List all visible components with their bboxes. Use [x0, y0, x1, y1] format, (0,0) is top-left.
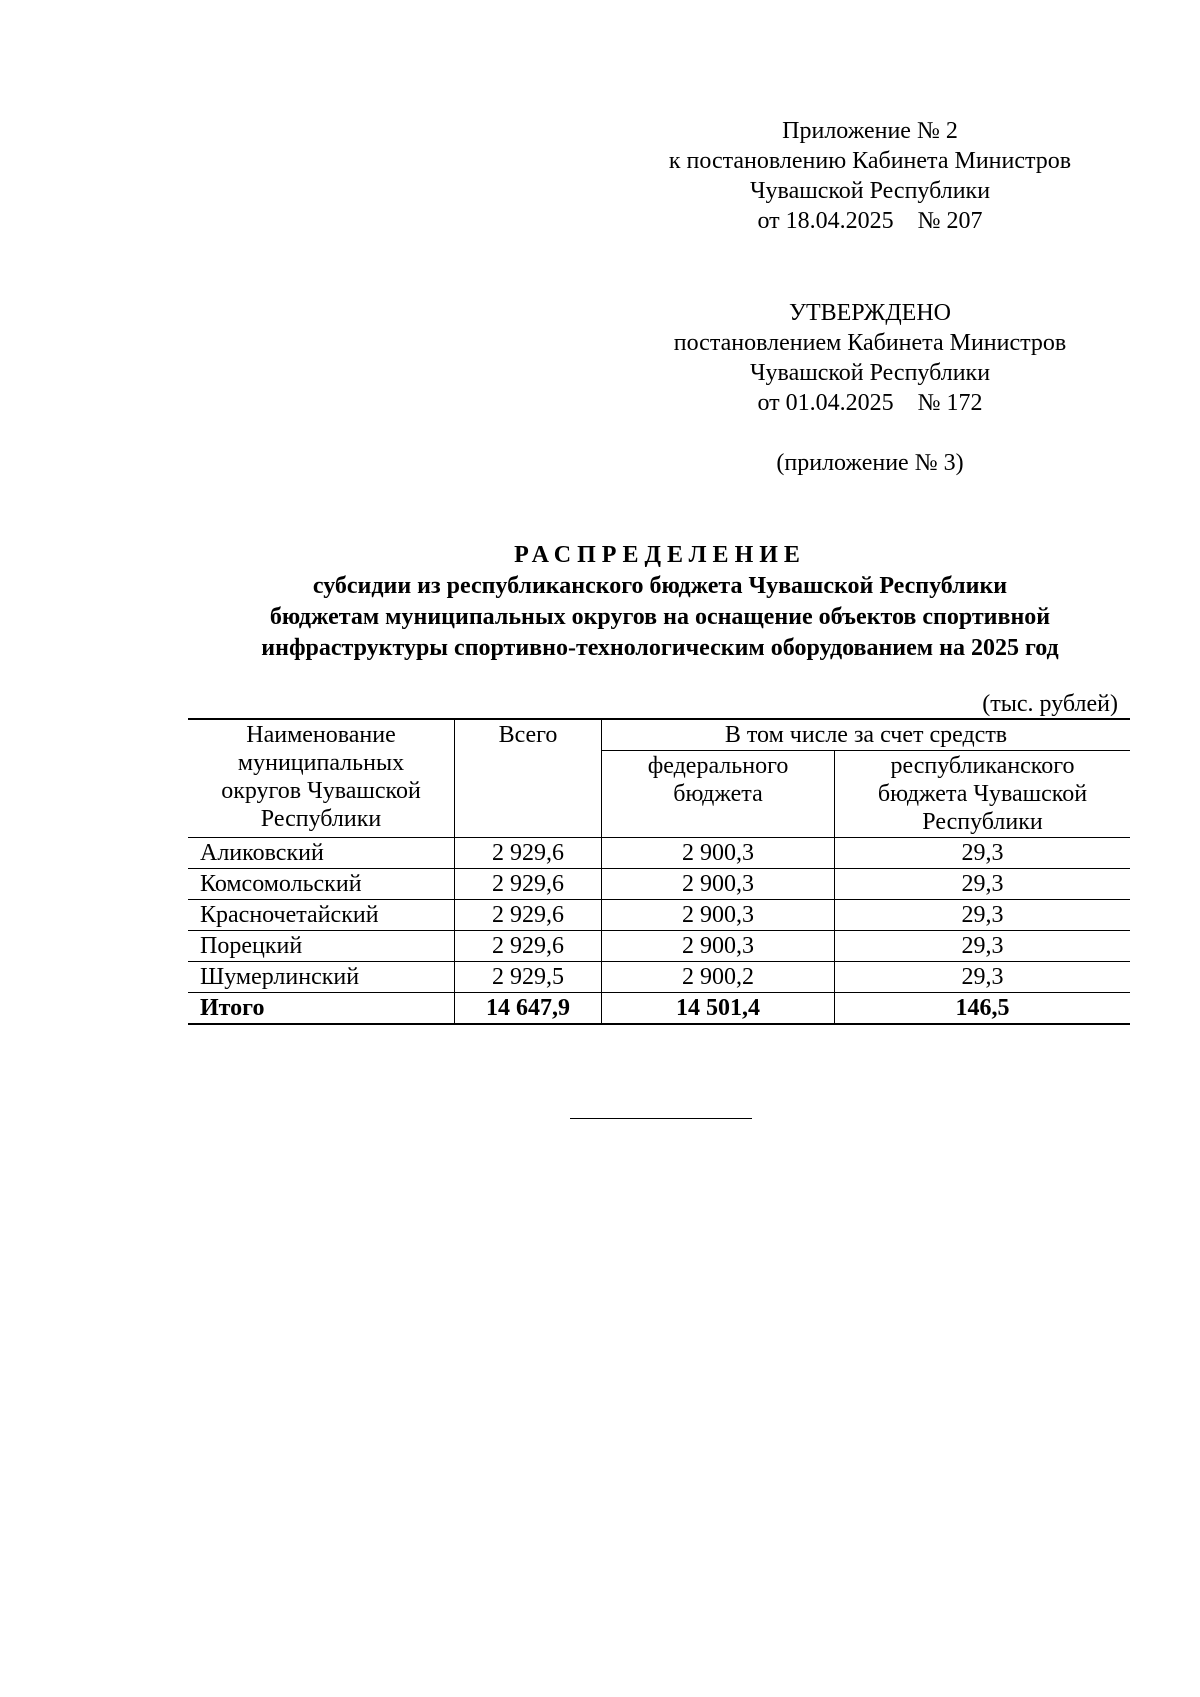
distribution-table: [188, 718, 1130, 1025]
total-republican: 146,5: [835, 993, 1131, 1025]
total-sum: 14 647,9: [455, 993, 602, 1025]
table-row: [188, 900, 1130, 931]
row-republican: 29,3: [835, 869, 1131, 900]
row-name: Красночетайский: [188, 900, 455, 931]
row-federal: 2 900,3: [602, 931, 835, 962]
total-federal: 14 501,4: [602, 993, 835, 1025]
approved-republic: Чувашской Республики: [749, 360, 991, 386]
annex-header: [650, 116, 1090, 236]
title-line-2: бюджетам муниципальных округов на оснащение объектов спортивной: [269, 604, 1051, 630]
row-federal: 2 900,3: [602, 900, 835, 931]
title-line-1: субсидии из республиканского бюджета Чувашской Республики: [312, 573, 1008, 599]
table-row: [188, 838, 1130, 869]
document-title: [140, 540, 1180, 664]
table-row: [188, 869, 1130, 900]
row-republican: 29,3: [835, 931, 1131, 962]
table-header-row: [188, 719, 1130, 751]
row-total: 2 929,5: [455, 962, 602, 993]
row-total: 2 929,6: [455, 869, 602, 900]
approved-resolution: постановлением Кабинета Министров: [673, 330, 1067, 356]
row-total: 2 929,6: [455, 838, 602, 869]
title-line-3: инфраструктуры спортивно-технологическим оборудованием на 2025 год: [261, 635, 1059, 661]
row-federal: 2 900,3: [602, 838, 835, 869]
approved-label: УТВЕРЖДЕНО: [788, 300, 952, 326]
appendix-reference: (приложение № 3): [776, 450, 964, 476]
table-row: [188, 931, 1130, 962]
row-federal: 2 900,2: [602, 962, 835, 993]
total-label: Итого: [188, 993, 455, 1025]
row-republican: 29,3: [835, 900, 1131, 931]
row-total: 2 929,6: [455, 931, 602, 962]
units-label: (тыс. рублей): [982, 691, 1118, 717]
title-heading: РАСПРЕДЕЛЕНИЕ: [514, 542, 806, 568]
header-federal: федерального бюджета: [602, 751, 835, 838]
row-total: 2 929,6: [455, 900, 602, 931]
row-name: Комсомольский: [188, 869, 455, 900]
table-total-row: [188, 993, 1130, 1025]
row-republican: 29,3: [835, 838, 1131, 869]
end-divider: [570, 1118, 752, 1119]
row-republican: 29,3: [835, 962, 1131, 993]
annex-number: Приложение № 2: [782, 118, 958, 144]
annex-resolution: к постановлению Кабинета Министров: [668, 148, 1072, 174]
annex-republic: Чувашской Республики: [749, 178, 991, 204]
header-total: Всего: [455, 719, 602, 838]
annex-date-number: от 18.04.2025 № 207: [757, 208, 983, 234]
row-name: Шумерлинский: [188, 962, 455, 993]
row-federal: 2 900,3: [602, 869, 835, 900]
header-name: Наименование муниципальных округов Чувашской Республики: [188, 719, 455, 838]
approved-header: [650, 298, 1090, 418]
table-row: [188, 962, 1130, 993]
row-name: Порецкий: [188, 931, 455, 962]
row-name: Аликовский: [188, 838, 455, 869]
header-including: В том числе за счет средств: [602, 719, 1131, 751]
approved-date-number: от 01.04.2025 № 172: [757, 390, 983, 416]
header-republican: республиканского бюджета Чувашской Республики: [835, 751, 1131, 838]
